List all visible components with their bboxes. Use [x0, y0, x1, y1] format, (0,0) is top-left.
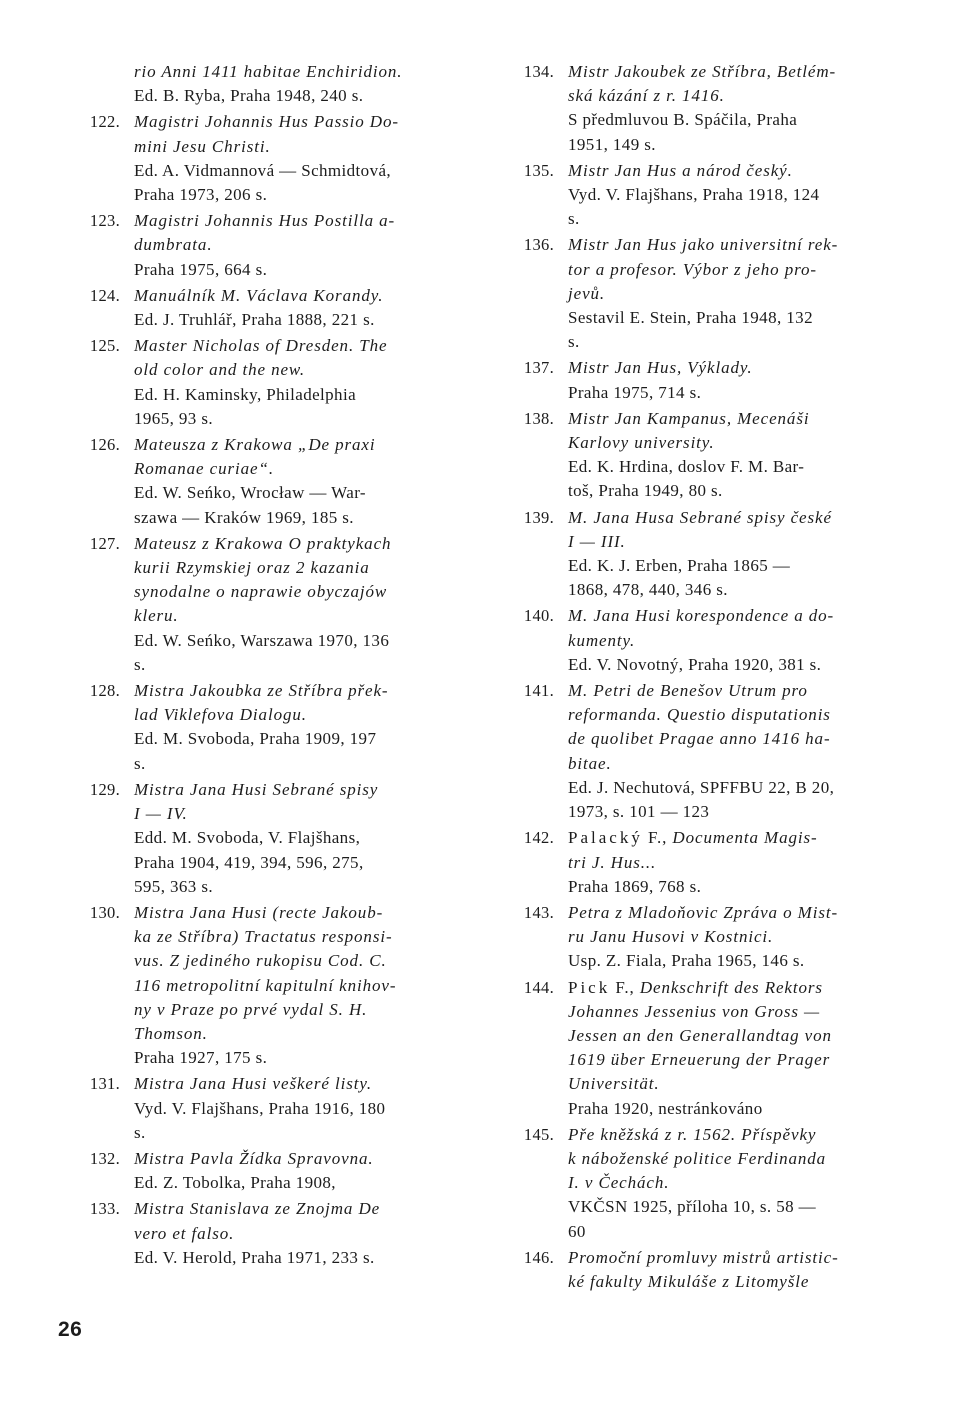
entry-title-line: vero et falso.	[134, 1223, 235, 1243]
entry-number: 132.	[89, 1148, 120, 1168]
right-column	[510, 60, 896, 1296]
entry-edition-line: Praha 1975, 664 s.	[134, 259, 268, 279]
entry-number: 145.	[523, 1124, 554, 1144]
entry-title-line: Romanae curiae“.	[134, 459, 274, 479]
entry-edition-line: 1973, s. 101 — 123	[568, 802, 710, 822]
entry-number: 138.	[523, 408, 554, 428]
entry-title-line: Master Nicholas of Dresden. The	[134, 336, 388, 356]
bibliography-entry	[76, 334, 462, 431]
entry-edition-line: Praha 1869, 768 s.	[568, 876, 702, 896]
entry-title-line: old color and the new.	[134, 360, 306, 380]
entry-edition-line: S předmluvou B. Spáčila, Praha	[568, 110, 798, 130]
entry-title-line: reformanda. Questio disputationis	[568, 705, 831, 725]
entry-title-line: synodalne o naprawie obyczajów	[134, 582, 388, 602]
entry-edition-line: toš, Praha 1949, 80 s.	[568, 481, 723, 501]
bibliography-entry	[510, 356, 896, 404]
bibliography-entry	[76, 778, 462, 899]
entry-title-line: k náboženské politice Ferdinanda	[568, 1148, 827, 1168]
entry-number: 140.	[523, 606, 554, 626]
entry-number: 128.	[89, 681, 120, 701]
entry-edition-line: Ed. Z. Tobolka, Praha 1908,	[134, 1173, 336, 1193]
entry-title-text: Documenta Magis-	[672, 828, 818, 848]
entry-title-line: Mistra Jana Husi (recte Jakoub-	[134, 902, 384, 922]
entry-edition-line: s.	[134, 1122, 146, 1142]
entry-edition-line: Praha 1973, 206 s.	[134, 185, 268, 205]
entry-edition-line: 595, 363 s.	[134, 876, 214, 896]
entry-edition-line: Ed. B. Ryba, Praha 1948, 240 s.	[134, 86, 364, 106]
entry-author-initial: F.,	[610, 977, 640, 997]
entry-title-line: Magistri Johannis Hus Passio Do-	[134, 112, 399, 132]
entry-edition-line: Ed. K. J. Erben, Praha 1865 —	[568, 556, 791, 576]
entry-author: Palacký	[568, 828, 643, 848]
entry-edition-line: Ed. M. Svoboda, Praha 1909, 197	[134, 729, 377, 749]
entry-title-line: Magistri Johannis Hus Postilla a-	[134, 211, 396, 231]
bibliography-entry	[510, 159, 896, 232]
entry-number: 126.	[89, 435, 120, 455]
entry-edition-line: 1868, 478, 440, 346 s.	[568, 580, 728, 600]
entry-number: 122.	[89, 112, 120, 132]
entry-title-line: Mistr Jan Hus a národ český.	[568, 160, 793, 180]
entry-number: 142.	[523, 828, 554, 848]
entry-title-line: tri J. Hus...	[568, 852, 657, 872]
entry-title-line: Jessen an den Generallandtag von	[568, 1025, 832, 1045]
entry-title-line: ská kázání z r. 1416.	[568, 86, 725, 106]
left-entries-list	[76, 110, 462, 1270]
entry-number: 131.	[89, 1074, 120, 1094]
bibliography-entry	[510, 826, 896, 899]
entry-title-line: kleru.	[134, 606, 179, 626]
entry-edition-line: Ed. W. Seńko, Warszawa 1970, 136	[134, 630, 390, 650]
bibliography-entry	[76, 901, 462, 1070]
entry-title-line: M. Jana Husi korespondence a do-	[568, 606, 835, 626]
entry-number: 123.	[89, 211, 120, 231]
entry-edition-line: Praha 1975, 714 s.	[568, 382, 702, 402]
entry-edition-line: 60	[568, 1221, 586, 1241]
entry-title-line: Pře kněžská z r. 1562. Příspěvky	[568, 1124, 817, 1144]
entry-number: 127.	[89, 533, 120, 553]
entry-title-line: Mistr Jan Hus, Výklady.	[568, 358, 753, 378]
entry-title-line: Petra z Mladoňovic Zpráva o Mist-	[568, 902, 839, 922]
entry-edition-line: Ed. K. Hrdina, doslov F. M. Bar-	[568, 457, 805, 477]
entry-number: 133.	[89, 1199, 120, 1219]
entry-number: 146.	[523, 1247, 554, 1267]
entry-number: 129.	[89, 779, 120, 799]
bibliography-entry	[510, 1246, 896, 1294]
entry-title-line: Mistra Stanislava ze Znojma De	[134, 1199, 381, 1219]
bibliography-entry	[76, 532, 462, 677]
entry-title-line: Mistra Jana Husi Sebrané spisy	[134, 779, 379, 799]
right-entries-list	[510, 60, 896, 1294]
entry-edition-line: s.	[134, 753, 146, 773]
entry-title-line: Thomson.	[134, 1023, 208, 1043]
entry-edition-line: szawa — Kraków 1969, 185 s.	[134, 507, 354, 527]
entry-title-line: vus. Z jediného rukopisu Cod. C.	[134, 951, 387, 971]
entry-edition-line: Vyd. V. Flajšhans, Praha 1916, 180	[134, 1098, 386, 1118]
entry-number: 144.	[523, 977, 554, 997]
entry-edition-line: Ed. V. Herold, Praha 1971, 233 s.	[134, 1247, 375, 1267]
entry-edition-line: Ed. H. Kaminsky, Philadelphia	[134, 384, 357, 404]
bibliography-entry	[510, 1123, 896, 1244]
entry-number: 124.	[89, 285, 120, 305]
bibliography-entry	[510, 901, 896, 974]
bibliography-entry	[510, 233, 896, 354]
entry-title-line: ny v Praze po prvé vydal S. H.	[134, 999, 368, 1019]
entry-author-initial: F.,	[642, 828, 673, 848]
entry-edition-line: Praha 1904, 419, 394, 596, 275,	[134, 852, 364, 872]
entry-edition-line: Vyd. V. Flajšhans, Praha 1918, 124	[568, 185, 820, 205]
entry-edition-line: Ed. W. Seńko, Wrocław — War-	[134, 483, 366, 503]
entry-title-line: Mistra Jakoubka ze Stříbra přek-	[134, 681, 389, 701]
entry-title-line: 116 metropolitní kapitulní knihov-	[134, 975, 397, 995]
entry-title-line: I — III.	[568, 531, 626, 551]
entry-title-line: Mateusz z Krakowa O praktykach	[134, 533, 392, 553]
entry-number: 125.	[89, 336, 120, 356]
entry-title-line: dumbrata.	[134, 235, 213, 255]
bibliography-entry	[76, 209, 462, 282]
entry-edition-line: Ed. A. Vidmannová — Schmidtová,	[134, 160, 392, 180]
bibliography-entry	[510, 679, 896, 824]
entry-title-text: Denkschrift des Rektors	[639, 977, 823, 997]
entry-title-line: kurii Rzymskiej oraz 2 kazania	[134, 558, 370, 578]
entry-title-line: lad Viklefova Dialogu.	[134, 705, 307, 725]
entry-title-line: de quolibet Pragae anno 1416 ha-	[568, 729, 831, 749]
entry-title-line: kumenty.	[568, 630, 636, 650]
entry-title-line: I. v Čechách.	[568, 1173, 670, 1193]
entry-edition-line: Ed. J. Nechutová, SPFFBU 22, B 20,	[568, 777, 835, 797]
entry-title-line: tor a profesor. Výbor z jeho pro-	[568, 259, 817, 279]
entry-title-line: mini Jesu Christi.	[134, 136, 271, 156]
entry-number: 143.	[523, 902, 554, 922]
entry-edition-line: VKČSN 1925, příloha 10, s. 58 —	[568, 1197, 817, 1217]
bibliography-entry	[76, 679, 462, 776]
entry-edition-line: 1965, 93 s.	[134, 408, 214, 428]
entry-edition-line: Ed. J. Truhlář, Praha 1888, 221 s.	[134, 310, 375, 330]
entry-title-line: M. Jana Husa Sebrané spisy české	[568, 507, 832, 527]
entry-title-line: Mistra Jana Husi veškeré listy.	[134, 1074, 373, 1094]
entry-title-line: Mistr Jan Hus jako universitní rek-	[568, 235, 839, 255]
left-column	[76, 60, 462, 1272]
bibliography-entry	[76, 1072, 462, 1145]
entry-title-line: Mistr Jan Kampanus, Mecenáši	[568, 408, 810, 428]
entry-title-line: ké fakulty Mikuláše z Litomyšle	[568, 1271, 810, 1291]
entry-title-line: ka ze Stříbra) Tractatus responsi-	[134, 927, 393, 947]
bibliography-entry	[76, 1147, 462, 1195]
page-number: 26	[58, 1318, 83, 1341]
bibliography-entry	[76, 110, 462, 207]
bibliography-entry	[76, 1197, 462, 1270]
entry-title-line: 1619 über Erneuerung der Prager	[568, 1050, 831, 1070]
bibliography-entry	[510, 506, 896, 603]
entry-title-line: Mistra Pavla Žídka Spravovna.	[134, 1148, 374, 1168]
entry-author: Pick	[568, 977, 611, 997]
bibliography-entry	[510, 976, 896, 1121]
entry-title-line: Mistr Jakoubek ze Stříbra, Betlém-	[568, 62, 837, 81]
entry-title-line	[568, 826, 896, 850]
entry-edition-line: s.	[134, 654, 146, 674]
entry-number: 139.	[523, 507, 554, 527]
bibliography-entry	[510, 407, 896, 504]
entry-number: 136.	[523, 235, 554, 255]
entry-edition-line: Usp. Z. Fiala, Praha 1965, 146 s.	[568, 951, 805, 971]
entry-title-line: Mateusza z Krakowa „De praxi	[134, 435, 376, 455]
entry-edition-line: Edd. M. Svoboda, V. Flajšhans,	[134, 828, 361, 848]
entry-edition-line: Ed. V. Novotný, Praha 1920, 381 s.	[568, 654, 822, 674]
entry-edition-line: Sestavil E. Stein, Praha 1948, 132	[568, 308, 813, 328]
entry-title-line: Promoční promluvy mistrů artistic-	[568, 1247, 839, 1267]
entry-title-line: bitae.	[568, 753, 612, 773]
entry-number: 130.	[89, 902, 120, 922]
entry-title-line: M. Petri de Benešov Utrum pro	[568, 681, 808, 701]
bibliography-entry	[510, 604, 896, 677]
entry-edition-line: s.	[568, 332, 580, 352]
entry-edition-line: s.	[568, 209, 580, 229]
entry-number: 137.	[523, 358, 554, 378]
entry-title-line: Manuálník M. Václava Korandy.	[134, 285, 384, 305]
entry-title-line: ru Janu Husovi v Kostnici.	[568, 927, 774, 947]
entry-title-line: jevů.	[568, 283, 606, 303]
entry-title-line: I — IV.	[134, 804, 188, 824]
entry-title-line: Karlovy university.	[568, 433, 715, 453]
entry-title-line	[568, 976, 896, 1000]
entry-number: 141.	[523, 681, 554, 701]
entry-edition-line: Praha 1927, 175 s.	[134, 1048, 268, 1068]
bibliography-entry	[76, 284, 462, 332]
entry-continuation	[76, 60, 462, 108]
entry-number: 135.	[523, 160, 554, 180]
entry-number: 134.	[523, 62, 554, 81]
bibliography-entry	[510, 60, 896, 157]
entry-title-line: Universität.	[568, 1074, 660, 1094]
bibliography-entry	[76, 433, 462, 530]
entry-edition-line: 1951, 149 s.	[568, 134, 656, 154]
entry-title-line: Johannes Jessenius von Gross —	[568, 1001, 821, 1021]
entry-edition-line: Praha 1920, nestránkováno	[568, 1098, 763, 1118]
entry-title-line: rio Anni 1411 habitae Enchiridion.	[134, 62, 403, 81]
